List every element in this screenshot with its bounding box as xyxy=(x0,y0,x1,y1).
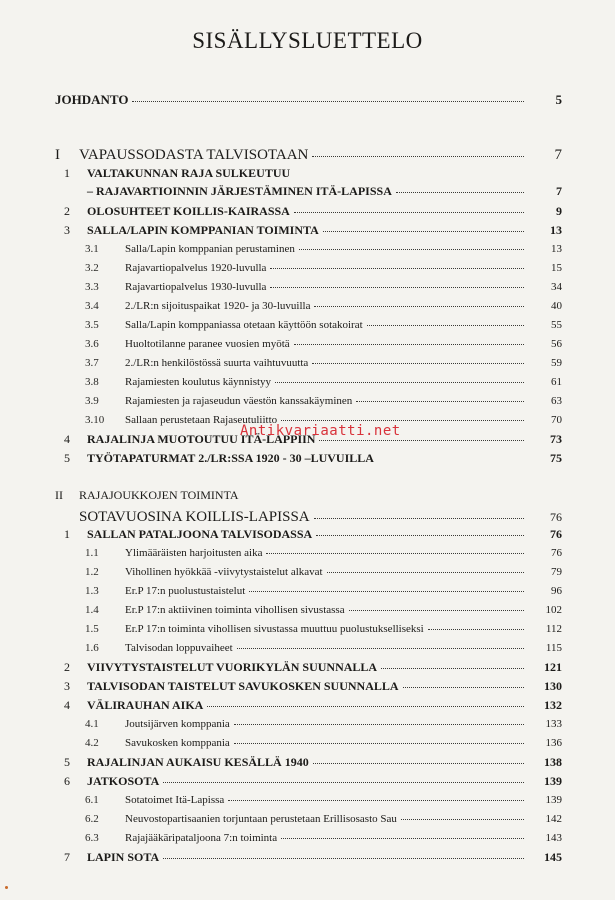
leader-dots xyxy=(163,849,524,859)
leader-dots xyxy=(312,144,524,157)
subsection-title: 2./LR:n henkilöstössä suurta vaihtuvuutta xyxy=(125,356,309,369)
page-number: 138 xyxy=(544,755,562,769)
leader-dots xyxy=(299,240,524,250)
subsection-title: Savukosken komppania xyxy=(125,736,230,749)
subsection-number: 6.2 xyxy=(85,812,99,825)
page-number: 76 xyxy=(550,509,562,524)
toc-subsection xyxy=(85,375,562,388)
leader-dots xyxy=(323,222,524,232)
toc-chapter-4 xyxy=(55,698,562,713)
page-number: 70 xyxy=(551,413,562,426)
page-number: 115 xyxy=(545,641,562,654)
toc-chapter-2 xyxy=(55,660,562,675)
toc-subsection xyxy=(85,261,562,274)
toc-chapter-2 xyxy=(55,204,562,219)
chapter-number: 4 xyxy=(64,432,70,446)
page-number: 112 xyxy=(545,622,562,635)
subsection-number: 1.3 xyxy=(85,584,99,597)
subsection-title: Rajamiesten ja rajaseudun väestön kanssakäyminen xyxy=(125,394,353,407)
chapter-number: 5 xyxy=(64,755,70,769)
toc-subsection xyxy=(85,641,562,654)
page-number: 9 xyxy=(556,204,562,218)
subsection-number: 3.8 xyxy=(85,375,99,388)
toc-subsection xyxy=(85,736,562,749)
toc-subsection xyxy=(85,546,562,559)
subsection-number: 3.9 xyxy=(85,394,99,407)
toc-subsection xyxy=(85,717,562,730)
chapter-number: 1 xyxy=(64,527,70,541)
leader-dots xyxy=(327,563,524,573)
subsection-title: Huoltotilanne paranee vuosien myötä xyxy=(125,337,290,350)
page-number: 121 xyxy=(544,660,562,674)
page-number: 139 xyxy=(544,774,562,788)
subsection-number: 3.10 xyxy=(85,413,105,426)
chapter-title: SALLA/LAPIN KOMPPANIAN TOIMINTA xyxy=(87,223,319,237)
toc-chapter-1 xyxy=(55,184,562,199)
page-number: 13 xyxy=(551,242,562,255)
chapter-title: VÄLIRAUHAN AIKA xyxy=(87,698,204,712)
page-number: 102 xyxy=(545,603,562,616)
chapter-title: LAPIN SOTA xyxy=(87,850,160,864)
leader-dots xyxy=(396,183,524,193)
toc-chapter-1-line1 xyxy=(55,166,290,181)
chapter-title: VALTAKUNNAN RAJA SULKEUTUU xyxy=(87,166,291,180)
page-number: 76 xyxy=(550,527,562,541)
toc-chapter-4 xyxy=(55,432,562,447)
leader-dots xyxy=(403,678,524,688)
chapter-title: TALVISODAN TAISTELUT SAVUKOSKEN SUUNNALLA xyxy=(87,679,399,693)
chapter-number: 7 xyxy=(64,850,70,864)
subsection-title: Er.P 17:n toiminta vihollisen sivustassa muuttuu puolustukselliseksi xyxy=(125,622,424,635)
subsection-title: Joutsijärven komppania xyxy=(125,717,230,730)
chapter-number: 1 xyxy=(64,166,70,180)
toc-subsection xyxy=(85,318,562,331)
toc-chapter-7 xyxy=(55,850,562,865)
subsection-number: 3.1 xyxy=(85,242,99,255)
page-number: 15 xyxy=(551,261,562,274)
toc-part-2 xyxy=(55,508,562,526)
toc-part-1 xyxy=(55,146,562,164)
leader-dots xyxy=(319,431,524,441)
toc-subsection xyxy=(85,622,562,635)
leader-dots xyxy=(349,601,524,611)
subsection-number: 3.3 xyxy=(85,280,99,293)
subsection-number: 4.1 xyxy=(85,717,99,730)
subsection-title: Er.P 17:n puolustustaistelut xyxy=(125,584,246,597)
chapter-title: VIIVYTYSTAISTELUT VUORIKYLÄN SUUNNALLA xyxy=(87,660,378,674)
leader-dots xyxy=(281,829,524,839)
page-number: 13 xyxy=(550,223,562,237)
page-number: 136 xyxy=(545,736,562,749)
subsection-title: Rajavartiopalvelus 1920-luvulla xyxy=(125,261,267,274)
leader-dots xyxy=(163,773,524,783)
toc-subsection xyxy=(85,603,562,616)
page-number: 55 xyxy=(551,318,562,331)
page-number: 61 xyxy=(551,375,562,388)
subsection-number: 1.6 xyxy=(85,641,99,654)
leader-dots xyxy=(401,810,524,820)
toc-subsection xyxy=(85,584,562,597)
subsection-number: 3.7 xyxy=(85,356,99,369)
leader-dots xyxy=(132,91,524,102)
page-number: 132 xyxy=(544,698,562,712)
page-number: 76 xyxy=(551,546,562,559)
leader-dots xyxy=(294,335,524,345)
part-title: VAPAUSSODASTA TALVISOTAAN xyxy=(79,146,309,163)
leader-dots xyxy=(428,620,524,630)
part-number: I xyxy=(55,146,60,163)
subsection-number: 3.5 xyxy=(85,318,99,331)
page-number: 75 xyxy=(550,451,562,465)
toc-subsection xyxy=(85,280,562,293)
part-number: II xyxy=(55,488,63,502)
subsection-title: Salla/Lapin komppaniassa otetaan käyttöön sotakoirat xyxy=(125,318,363,331)
part-title-cont: SOTAVUOSINA KOILLIS-LAPISSA xyxy=(79,508,310,525)
subsection-number: 1.4 xyxy=(85,603,99,616)
toc-chapter-6 xyxy=(55,774,562,789)
toc-subsection xyxy=(85,565,562,578)
leader-dots xyxy=(249,582,524,592)
page-title: SISÄLLYSLUETTELO xyxy=(192,28,423,53)
page-number: 143 xyxy=(545,831,562,844)
page-number: 56 xyxy=(551,337,562,350)
entry-text: JOHDANTO xyxy=(55,92,129,107)
leader-dots xyxy=(314,506,524,519)
toc-subsection xyxy=(85,831,562,844)
subsection-title: Talvisodan loppuvaiheet xyxy=(125,641,233,654)
chapter-number: 2 xyxy=(64,660,70,674)
subsection-title: Sallaan perustetaan Rajaseutuliitto xyxy=(125,413,278,426)
page-number: 34 xyxy=(551,280,562,293)
chapter-number: 3 xyxy=(64,223,70,237)
chapter-title: RAJALINJA MUOTOUTUU ITÄ-LAPPIIN xyxy=(87,432,316,446)
toc-chapter-3 xyxy=(55,679,562,694)
leader-dots xyxy=(312,354,524,364)
leader-dots xyxy=(234,715,524,725)
page-number: 5 xyxy=(555,92,562,107)
chapter-title: SALLAN PATALJOONA TALVISODASSA xyxy=(87,527,313,541)
page-number: 139 xyxy=(545,793,562,806)
leader-dots xyxy=(281,411,524,421)
page-number: 73 xyxy=(550,432,562,446)
toc-subsection xyxy=(85,394,562,407)
subsection-number: 6.1 xyxy=(85,793,99,806)
page-number: 63 xyxy=(551,394,562,407)
leader-dots xyxy=(378,451,524,460)
leader-dots xyxy=(356,392,524,402)
chapter-title-cont: – RAJAVARTIOINNIN JÄRJESTÄMINEN ITÄ-LAPISSA xyxy=(87,184,392,198)
subsection-number: 6.3 xyxy=(85,831,99,844)
chapter-number: 3 xyxy=(64,679,70,693)
subsection-title: Rajamiesten koulutus käynnistyy xyxy=(125,375,272,388)
leader-dots xyxy=(228,791,524,801)
toc-subsection xyxy=(85,242,562,255)
leader-dots xyxy=(237,639,524,649)
toc-entry-intro xyxy=(55,92,562,108)
toc-chapter-5 xyxy=(55,755,562,770)
leader-dots xyxy=(381,659,524,669)
page-number: 7 xyxy=(554,146,562,163)
subsection-number: 1.1 xyxy=(85,546,99,559)
subsection-title: Sotatoimet Itä-Lapissa xyxy=(125,793,225,806)
scan-speck xyxy=(5,886,8,889)
leader-dots xyxy=(367,316,524,326)
toc-subsection xyxy=(85,793,562,806)
subsection-title: Salla/Lapin komppanian perustaminen xyxy=(125,242,295,255)
page-number: 133 xyxy=(545,717,562,730)
leader-dots xyxy=(313,754,524,764)
chapter-number: 2 xyxy=(64,204,70,218)
page-number: 142 xyxy=(545,812,562,825)
leader-dots xyxy=(266,544,524,554)
subsection-number: 3.6 xyxy=(85,337,99,350)
page-number: 145 xyxy=(544,850,562,864)
page-number: 59 xyxy=(551,356,562,369)
chapter-title: RAJALINJAN AUKAISU KESÄLLÄ 1940 xyxy=(87,755,309,769)
page-number: 79 xyxy=(551,565,562,578)
leader-dots xyxy=(234,734,524,744)
chapter-number: 4 xyxy=(64,698,70,712)
subsection-title: 2./LR:n sijoituspaikat 1920- ja 30-luvuilla xyxy=(125,299,311,312)
subsection-title: Vihollinen hyökkää -viivytystaistelut alkavat xyxy=(125,565,323,578)
page-number: 7 xyxy=(556,184,562,198)
toc-chapter-5 xyxy=(55,451,562,466)
toc-subsection xyxy=(85,812,562,825)
leader-dots xyxy=(270,278,524,288)
part-title: RAJAJOUKKOJEN TOIMINTA xyxy=(79,488,239,502)
page-number: 40 xyxy=(551,299,562,312)
toc-part-2-line1 xyxy=(55,488,239,503)
leader-dots xyxy=(316,526,524,536)
page-number: 96 xyxy=(551,584,562,597)
subsection-title: Rajavartiopalvelus 1930-luvulla xyxy=(125,280,267,293)
toc-subsection xyxy=(85,299,562,312)
chapter-title: JATKOSOTA xyxy=(87,774,160,788)
subsection-title: Rajajääkäripataljoona 7:n toiminta xyxy=(125,831,278,844)
toc-subsection xyxy=(85,356,562,369)
leader-dots xyxy=(314,297,524,307)
chapter-number: 5 xyxy=(64,451,70,465)
toc-chapter-1 xyxy=(55,527,562,542)
watermark-text: Antikvariaatti.net xyxy=(240,423,401,439)
chapter-number: 6 xyxy=(64,774,70,788)
subsection-number: 4.2 xyxy=(85,736,99,749)
subsection-number: 1.2 xyxy=(85,565,99,578)
page-number: 130 xyxy=(544,679,562,693)
leader-dots xyxy=(270,259,524,269)
toc-subsection xyxy=(85,337,562,350)
subsection-title: Neuvostopartisaanien torjuntaan perustetaan Erillisosasto Sau xyxy=(125,812,397,825)
subsection-number: 3.2 xyxy=(85,261,99,274)
toc-chapter-3 xyxy=(55,223,562,238)
subsection-number: 3.4 xyxy=(85,299,99,312)
subsection-number: 1.5 xyxy=(85,622,99,635)
chapter-title: TYÖTAPATURMAT 2./LR:SSA 1920 - 30 –LUVUILLA xyxy=(87,451,374,465)
chapter-title: OLOSUHTEET KOILLIS-KAIRASSA xyxy=(87,204,290,218)
leader-dots xyxy=(294,203,524,213)
subsection-title: Er.P 17:n aktiivinen toiminta vihollisen sivustassa xyxy=(125,603,345,616)
leader-dots xyxy=(275,373,524,383)
leader-dots xyxy=(207,697,524,707)
subsection-title: Ylimääräisten harjoitusten aika xyxy=(125,546,263,559)
